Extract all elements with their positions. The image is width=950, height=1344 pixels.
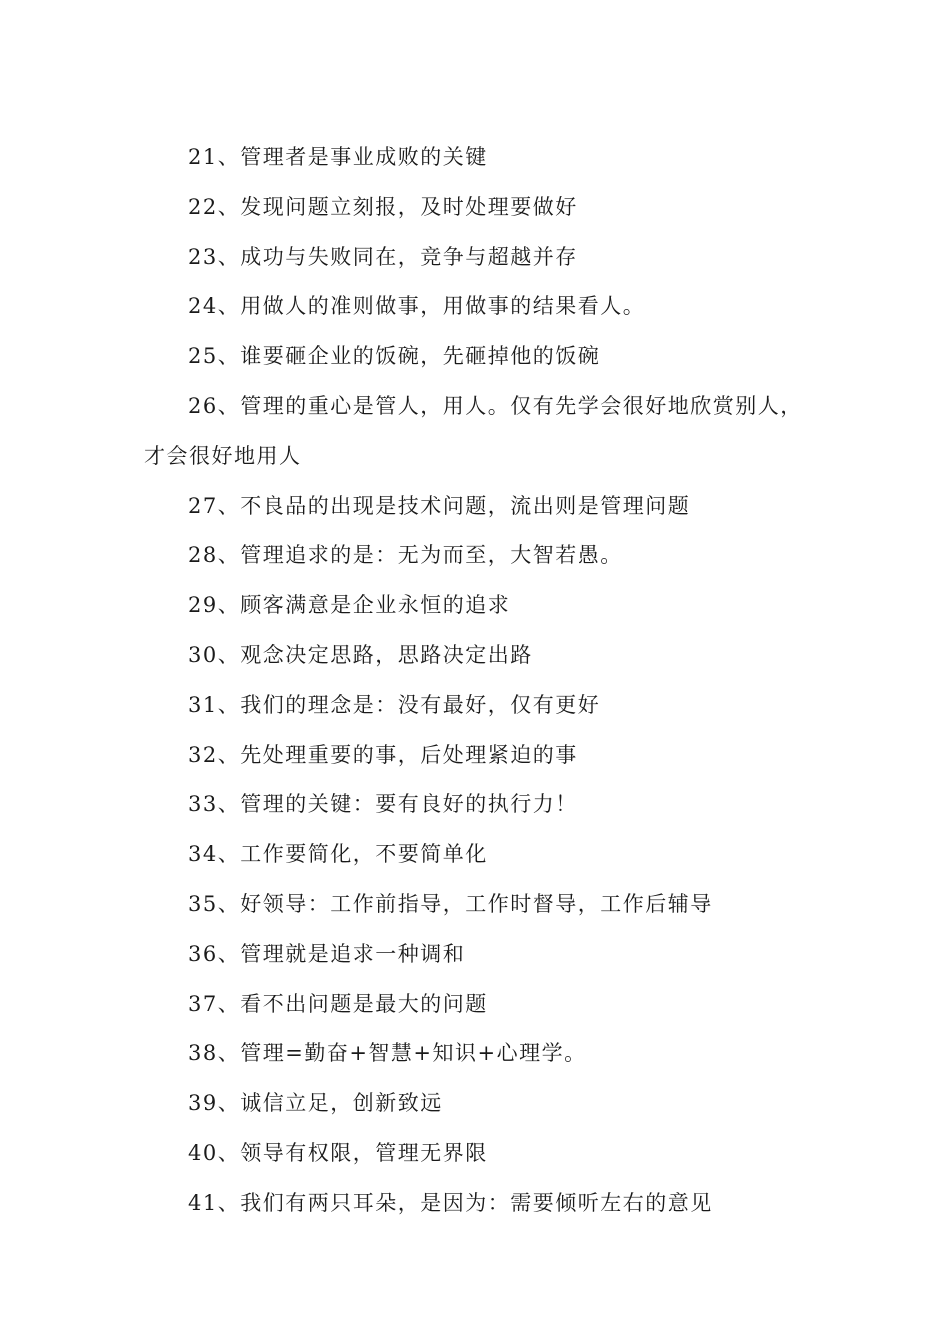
list-item: 24、用做人的准则做事，用做事的结果看人。 [188,294,646,319]
list-item: 41、我们有两只耳朵，是因为：需要倾听左右的意见 [188,1190,713,1215]
list-item: 35、好领导：工作前指导，工作时督导，工作后辅导 [188,891,713,916]
list-item: 33、管理的关键：要有良好的执行力！ [188,792,578,817]
list-item: 32、先处理重要的事，后处理紧迫的事 [188,742,578,767]
list-item: 23、成功与失败同在，竞争与超越并存 [188,244,578,269]
list-item: 39、诚信立足，创新致远 [188,1091,443,1116]
list-item: 31、我们的理念是：没有最好，仅有更好 [188,692,601,717]
list-item: 25、谁要砸企业的饭碗，先砸掉他的饭碗 [188,344,601,369]
list-item: 38、管理=勤奋+智慧+知识+心理学。 [188,1041,587,1066]
quote-list [144,133,806,1229]
list-item: 40、领导有权限，管理无界限 [188,1140,488,1165]
list-item: 21、管理者是事业成败的关键 [188,145,488,169]
list-item: 26、管理的重心是管人，用人。仅有先学会很好地欣赏别人，才会很好地用人 [144,393,803,468]
list-item: 37、看不出问题是最大的问题 [188,991,488,1016]
list-item: 22、发现问题立刻报，及时处理要做好 [188,194,578,219]
list-item: 27、不良品的出现是技术问题，流出则是管理问题 [188,493,691,518]
list-item: 34、工作要简化，不要简单化 [188,842,488,867]
list-item: 29、顾客满意是企业永恒的追求 [188,593,511,618]
list-item: 36、管理就是追求一种调和 [188,941,466,966]
list-item: 28、管理追求的是：无为而至，大智若愚。 [188,543,623,568]
list-item: 30、观念决定思路，思路决定出路 [188,642,533,667]
